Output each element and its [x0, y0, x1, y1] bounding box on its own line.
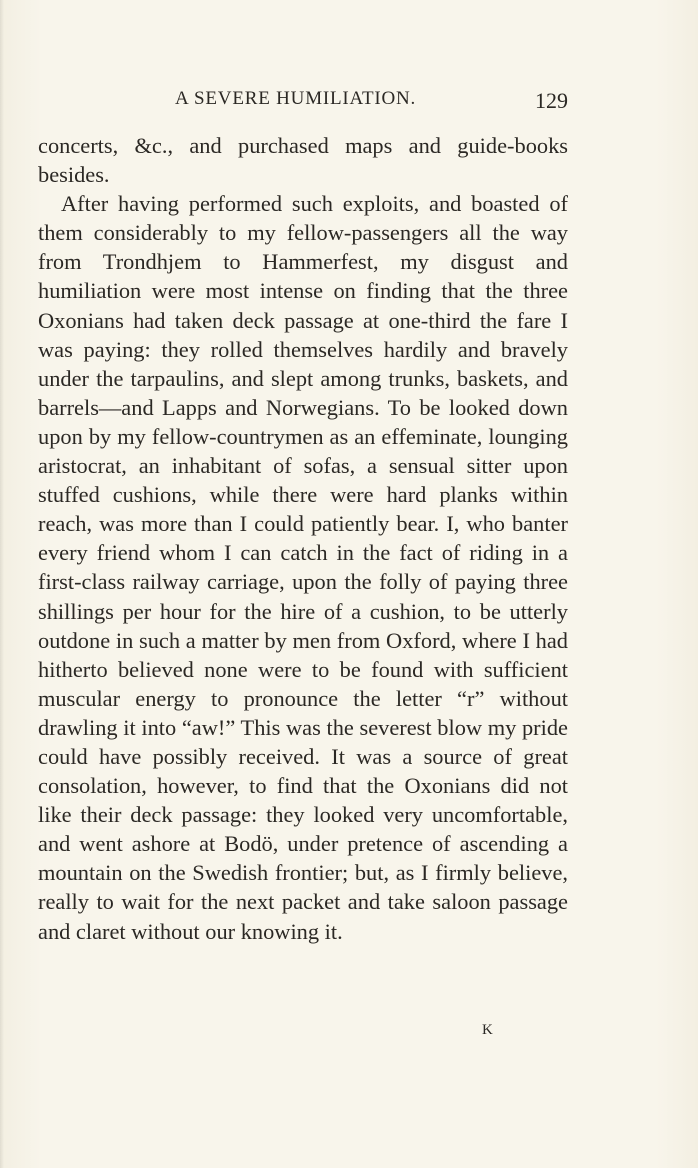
page-number: 129 [535, 88, 568, 113]
paragraph: After having performed such exploits, and boasted of them considerably to my fellow-passengers all the way from Trondhjem to Hammerfest, my disgust and humiliation were most intense on finding that the three Oxonians had taken deck passage at one-third the fare I was paying: they rolled themselves hardily and bravely under the tarpaulins, and slept among trunks, baskets, and barrels—and Lapps and Norwegians. To be looked down upon by my fellow-countrymen as an effeminate, lounging aristocrat, an inhabitant of sofas, a sensual sitter upon stuffed cushions, while there were hard planks within reach, was more than I could patiently bear. I, who banter every friend whom I can catch in the fact of riding in a first-class railway carriage, upon the folly of paying three shillings per hour for the hire of a cushion, to be utterly outdone in such a matter by men from Oxford, where I had hitherto believed none were to be found with sufficient muscular energy to pronounce the letter “r” without drawling it into “aw!” This was the severest blow my pride could have possibly received. It was a source of great consolation, however, to find that the Oxonians did not like their deck passage: they looked very uncomfortable, and went ashore at Bodö, under pretence of ascending a mountain on the Swedish frontier; but, as I firmly believe, really to wait for the next packet and take saloon passage and claret without our knowing it. [38, 191, 568, 944]
running-head [38, 88, 568, 118]
paragraph-continuation: concerts, &c., and purchased maps and guide-books besides. [38, 133, 568, 188]
running-title: A SEVERE HUMILIATION. [175, 88, 417, 109]
body-text [38, 131, 568, 946]
signature-mark: K [482, 1022, 494, 1038]
page-gutter [0, 0, 4, 1168]
